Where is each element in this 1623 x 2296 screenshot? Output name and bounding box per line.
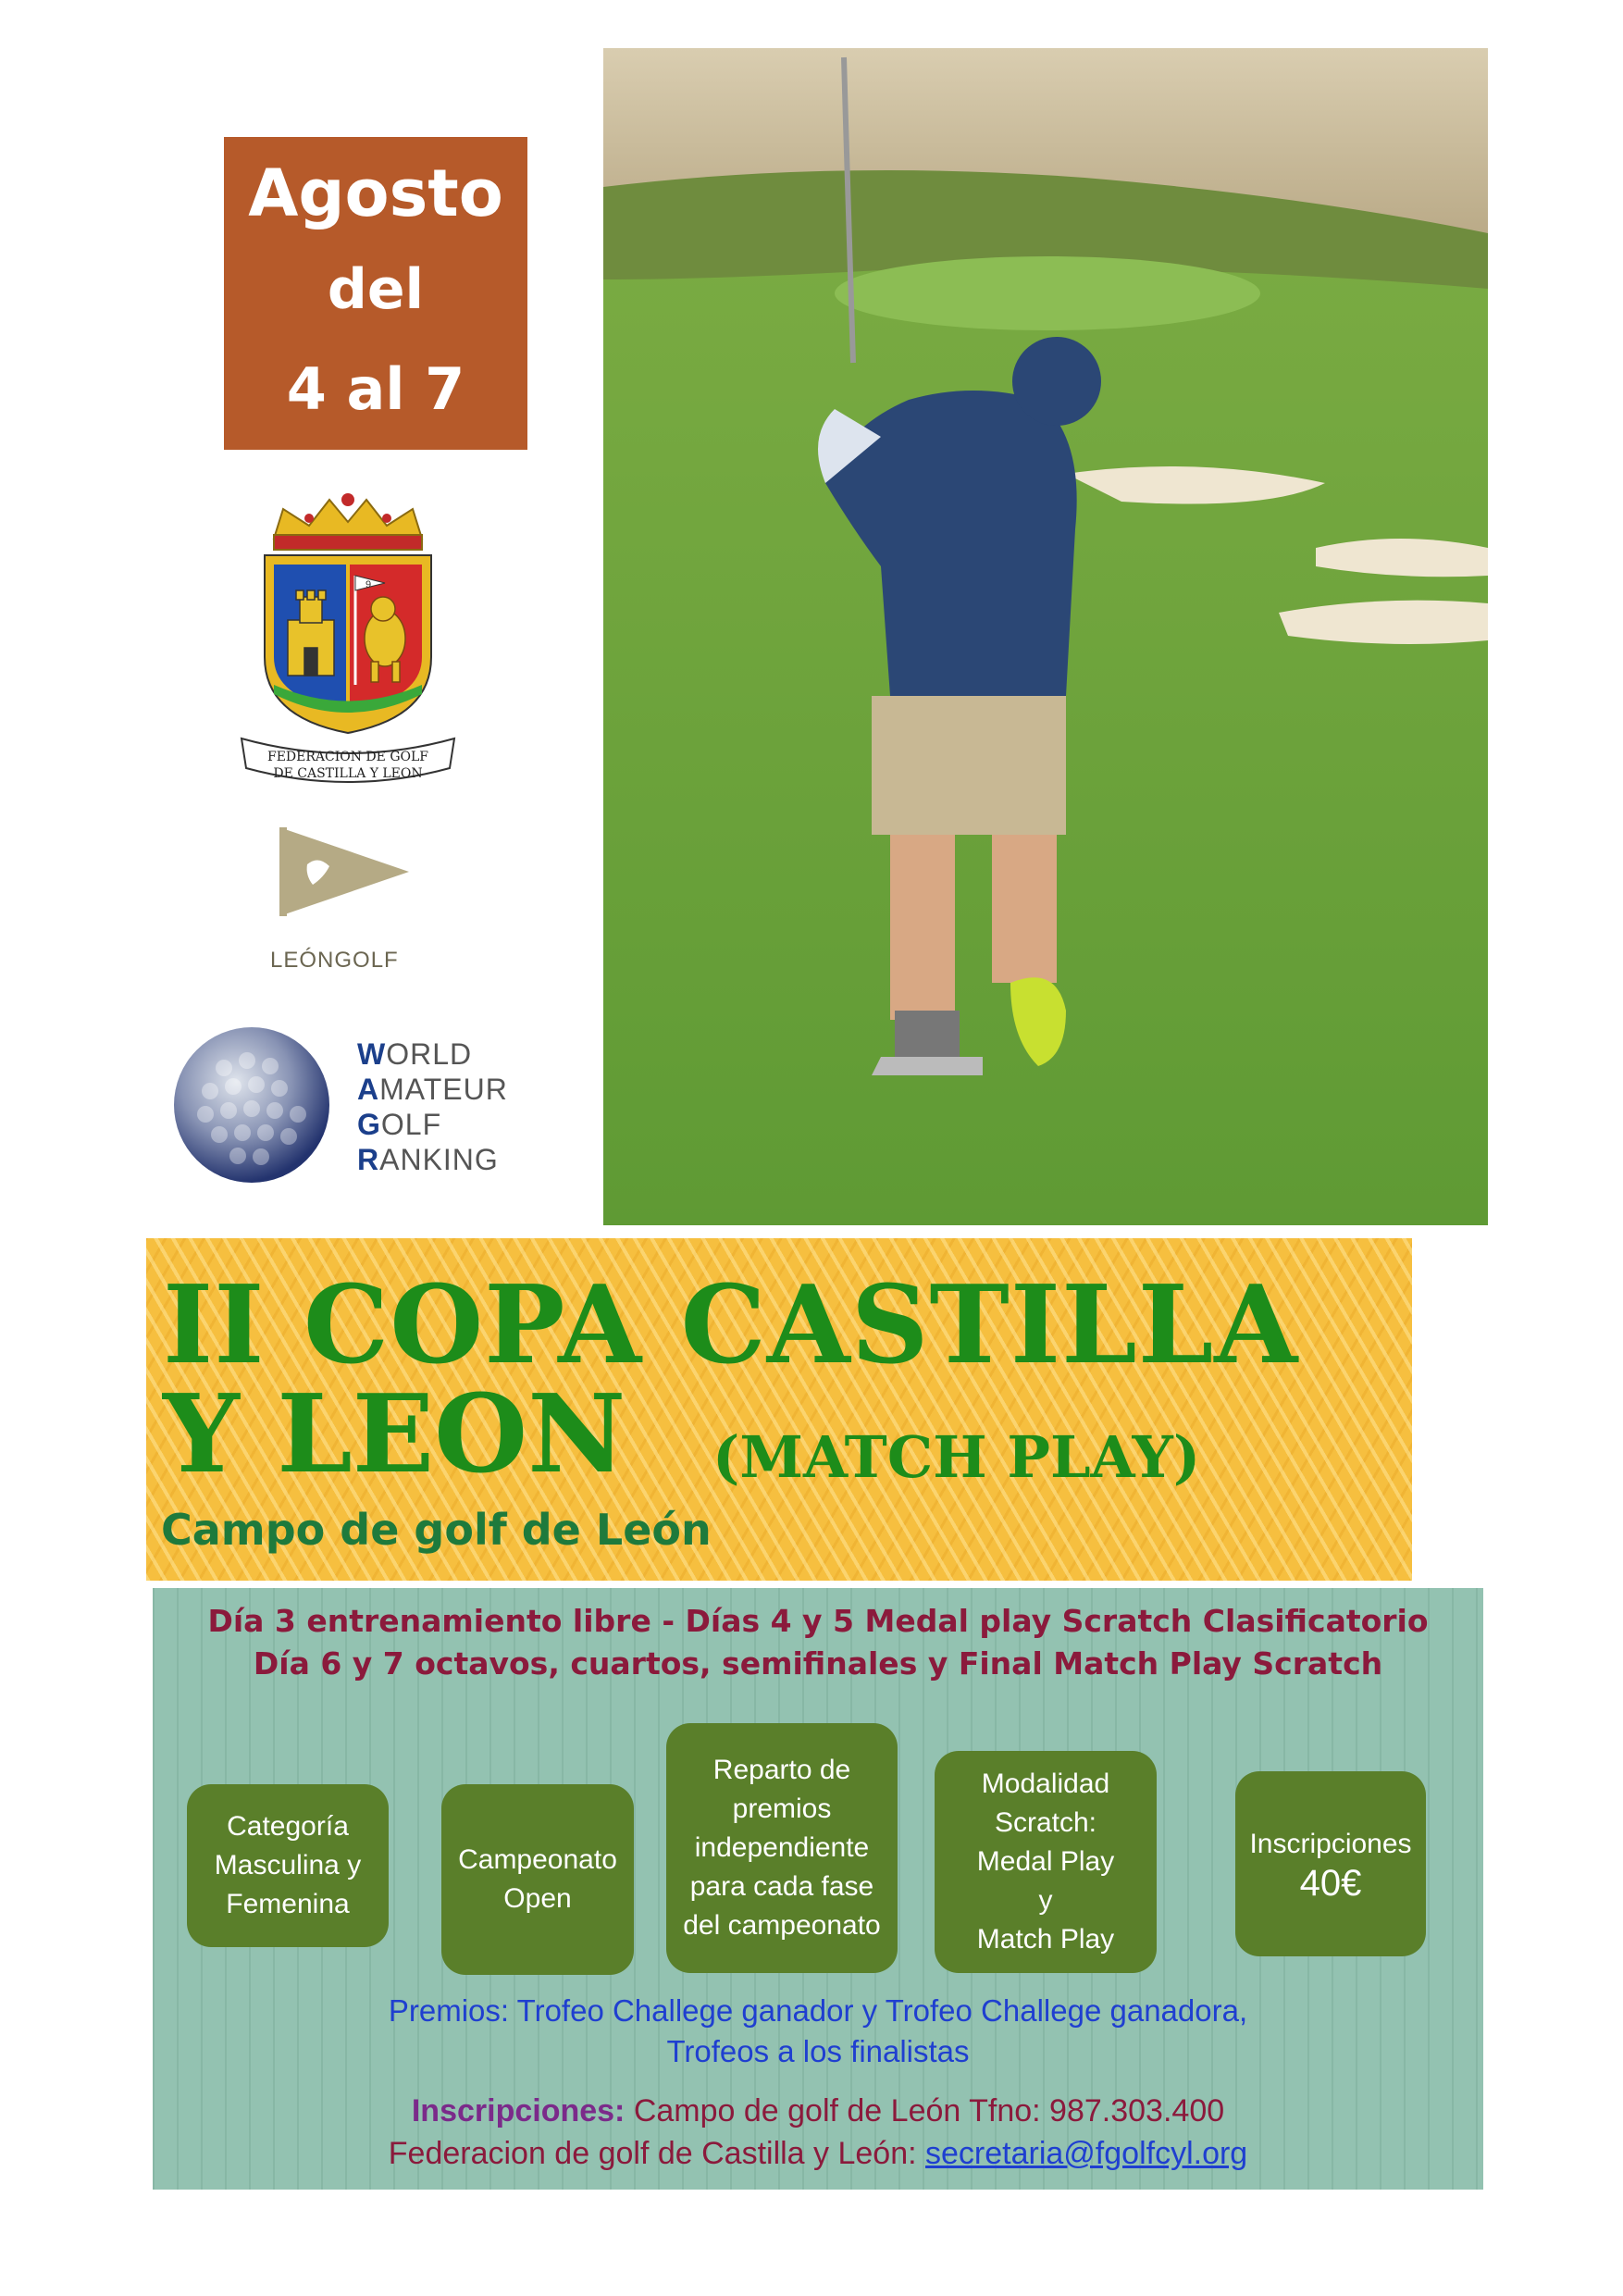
- title-banner: [146, 1238, 1412, 1581]
- date-del: del: [327, 257, 425, 322]
- contact-line-2: [153, 2136, 1483, 2172]
- date-month: Agosto: [248, 155, 503, 231]
- crown-icon: [274, 493, 422, 550]
- card-open: Campeonato Open: [441, 1784, 634, 1975]
- title-line-2: Y LEON: [163, 1371, 626, 1497]
- contact-label: Inscripciones:: [411, 2093, 626, 2128]
- venue: Campo de golf de León: [161, 1505, 712, 1555]
- leon-golf-text: LEÓNGOLF: [270, 948, 399, 973]
- prizes-line-2: Trofeos a los finalistas: [666, 2034, 970, 2068]
- svg-text:FEDERACION DE GOLF: FEDERACION DE GOLF: [266, 750, 429, 764]
- leon-golf-logo: [270, 820, 418, 987]
- prizes-line-1: Premios: Trofeo Challege ganador y Trofeo Challege ganadora,: [388, 1993, 1248, 2028]
- wagr-logo: [168, 1022, 539, 1188]
- wagr-text: WORLD AMATEUR GOLF RANKING: [357, 1037, 508, 1176]
- date-box: [224, 137, 527, 450]
- schedule-line-2: Día 6 y 7 octavos, cuartos, semifinales y Final Match Play Scratch: [253, 1645, 1383, 1682]
- date-range: 4 al 7: [286, 355, 465, 423]
- schedule-line-1: Día 3 entrenamiento libre - Días 4 y 5 Medal play Scratch Clasificatorio: [207, 1603, 1429, 1639]
- card-registration: [1235, 1771, 1426, 1956]
- card-modality: Modalidad Scratch: Medal Play y Match Play: [935, 1751, 1157, 1973]
- info-panel: [153, 1588, 1483, 2190]
- title-line-1: II COPA CASTILLA: [163, 1262, 1299, 1388]
- card-prizes: Reparto de premios independiente para cada fase del campeonato: [666, 1723, 898, 1973]
- pennant-icon: [270, 820, 418, 931]
- contact-federation: Federacion de golf de Castilla y León:: [388, 2136, 926, 2171]
- contact-phone: Campo de golf de León Tfno: 987.303.400: [625, 2093, 1225, 2128]
- contact-email-link[interactable]: secretaria@fgolfcyl.org: [925, 2136, 1248, 2171]
- title-subtitle: (MATCH PLAY): [712, 1423, 1201, 1491]
- svg-text:9: 9: [365, 579, 372, 590]
- registration-label: Inscripciones: [1249, 1829, 1412, 1859]
- card-category: Categoría Masculina y Femenina: [187, 1784, 389, 1947]
- federation-crest-logo: [237, 490, 459, 796]
- svg-text:DE CASTILLA Y LEON: DE CASTILLA Y LEON: [273, 766, 423, 781]
- contact-line-1: [153, 2093, 1483, 2129]
- golfer-photo: [603, 48, 1488, 1225]
- registration-price: 40€: [1299, 1863, 1362, 1904]
- golf-ball-icon: [168, 1022, 335, 1188]
